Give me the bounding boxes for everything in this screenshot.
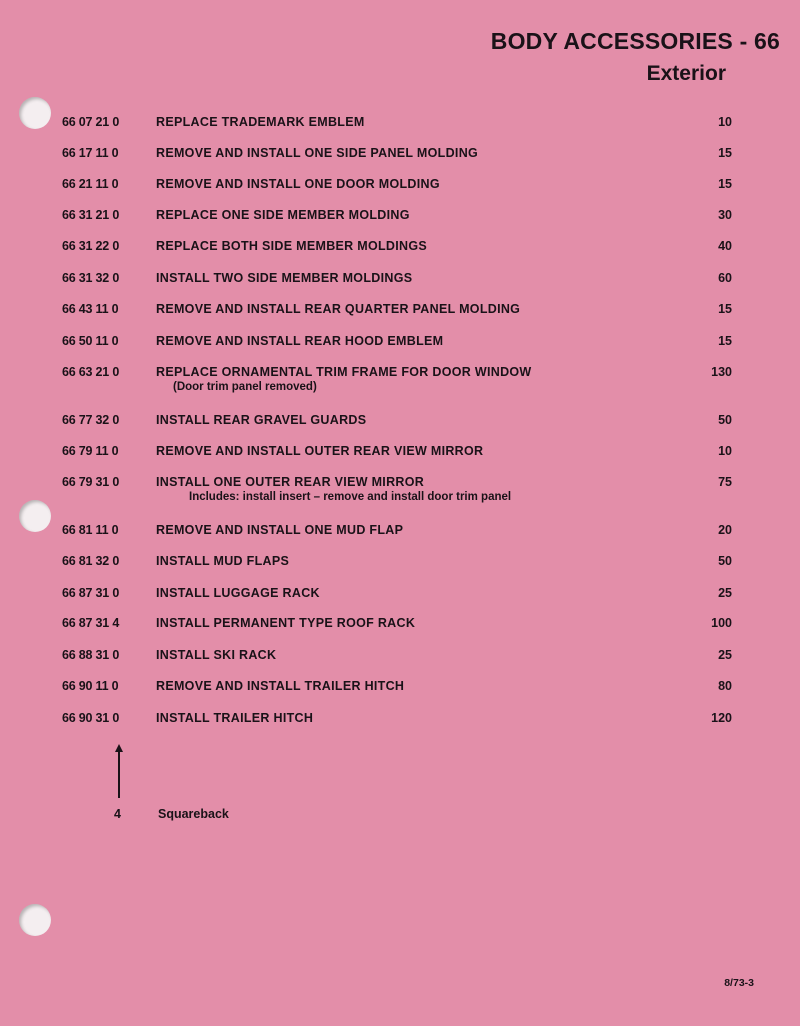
- time-units: 75: [718, 475, 732, 489]
- operation-title: INSTALL LUGGAGE RACK: [156, 586, 320, 600]
- operation-code: 66 81 11 0: [62, 523, 119, 537]
- operation-code: 66 17 11 0: [62, 146, 119, 160]
- operation-code: 66 31 32 0: [62, 271, 120, 285]
- operation-code: 66 31 22 0: [62, 239, 120, 253]
- operation-code: 66 79 11 0: [62, 444, 119, 458]
- operation-code: 66 07 21 0: [62, 115, 120, 129]
- time-units: 15: [718, 334, 732, 348]
- operation-title: REMOVE AND INSTALL ONE DOOR MOLDING: [156, 177, 440, 191]
- time-units: 50: [718, 413, 732, 427]
- operation-title: INSTALL SKI RACK: [156, 648, 277, 662]
- operation-description: [156, 177, 440, 191]
- operation-description: [156, 239, 427, 253]
- operation-description: [156, 271, 412, 285]
- time-units: 10: [718, 115, 732, 129]
- operation-description: [156, 302, 520, 316]
- time-units: 15: [718, 302, 732, 316]
- operation-title: REMOVE AND INSTALL TRAILER HITCH: [156, 679, 405, 693]
- operation-title: INSTALL TRAILER HITCH: [156, 711, 314, 725]
- operation-title: REPLACE TRADEMARK EMBLEM: [156, 115, 365, 129]
- operation-title: INSTALL REAR GRAVEL GUARDS: [156, 413, 367, 427]
- operation-code: 66 50 11 0: [62, 334, 119, 348]
- operation-title: INSTALL ONE OUTER REAR VIEW MIRROR: [156, 475, 425, 489]
- binder-hole: [19, 500, 51, 532]
- operation-description: [156, 444, 483, 458]
- time-units: 10: [718, 444, 732, 458]
- operation-description: [156, 334, 443, 348]
- operation-title: INSTALL PERMANENT TYPE ROOF RACK: [156, 616, 416, 630]
- operation-description: [156, 586, 320, 600]
- time-units: 80: [718, 679, 732, 693]
- operation-description: [156, 208, 410, 222]
- operation-description: [156, 616, 415, 630]
- operation-description: [156, 554, 289, 568]
- operation-title: INSTALL MUD FLAPS: [156, 554, 290, 568]
- binder-hole: [19, 97, 51, 129]
- operation-title: REMOVE AND INSTALL ONE SIDE PANEL MOLDING: [156, 146, 479, 160]
- time-units: 25: [718, 648, 732, 662]
- operation-description: [156, 146, 478, 160]
- operation-title: REPLACE ONE SIDE MEMBER MOLDING: [156, 208, 410, 222]
- operation-code: 66 77 32 0: [62, 413, 120, 427]
- page-title: BODY ACCESSORIES - 66: [490, 28, 780, 54]
- operation-code: 66 87 31 0: [62, 586, 120, 600]
- operation-note: Includes: install insert – remove and install door trim panel: [189, 491, 512, 503]
- operation-code: 66 63 21 0: [62, 365, 120, 379]
- operation-title: REMOVE AND INSTALL OUTER REAR VIEW MIRROR: [156, 444, 484, 458]
- operation-title: INSTALL TWO SIDE MEMBER MOLDINGS: [156, 271, 413, 285]
- operation-description: [156, 365, 532, 393]
- operation-description: [156, 711, 313, 725]
- operation-title: REMOVE AND INSTALL REAR HOOD EMBLEM: [156, 334, 444, 348]
- operation-title: REMOVE AND INSTALL REAR QUARTER PANEL MOLDING: [156, 302, 521, 316]
- operation-code: 66 43 11 0: [62, 302, 119, 316]
- operation-description: [156, 648, 276, 662]
- footnote-text: Squareback: [158, 807, 229, 821]
- time-units: 20: [718, 523, 732, 537]
- operation-description: [156, 413, 366, 427]
- operation-code: 66 87 31 4: [62, 616, 120, 630]
- operation-code: 66 79 31 0: [62, 475, 120, 489]
- operation-title: REMOVE AND INSTALL ONE MUD FLAP: [156, 523, 404, 537]
- time-units: 30: [718, 208, 732, 222]
- time-units: 15: [718, 146, 732, 160]
- operation-title: REPLACE BOTH SIDE MEMBER MOLDINGS: [156, 239, 428, 253]
- time-units: 40: [718, 239, 732, 253]
- operation-code: 66 90 11 0: [62, 679, 119, 693]
- time-units: 100: [711, 616, 732, 630]
- page-subtitle: Exterior: [646, 62, 726, 85]
- operation-code: 66 88 31 0: [62, 648, 120, 662]
- operation-code: 66 21 11 0: [62, 177, 119, 191]
- operation-title: REPLACE ORNAMENTAL TRIM FRAME FOR DOOR WINDOW: [156, 365, 532, 379]
- arrow-line: [118, 750, 120, 798]
- operation-description: [156, 679, 404, 693]
- footnote-number: 4: [114, 807, 121, 821]
- time-units: 15: [718, 177, 732, 191]
- time-units: 25: [718, 586, 732, 600]
- operation-description: [156, 475, 511, 503]
- operation-code: 66 31 21 0: [62, 208, 120, 222]
- time-units: 50: [718, 554, 732, 568]
- operation-note: (Door trim panel removed): [173, 381, 317, 393]
- operation-description: [156, 115, 365, 129]
- page-reference: 8/73-3: [724, 977, 754, 989]
- time-units: 60: [718, 271, 732, 285]
- operation-code: 66 90 31 0: [62, 711, 120, 725]
- operation-code: 66 81 32 0: [62, 554, 120, 568]
- binder-hole: [19, 904, 51, 936]
- operation-description: [156, 523, 403, 537]
- time-units: 130: [711, 365, 732, 379]
- time-units: 120: [711, 711, 732, 725]
